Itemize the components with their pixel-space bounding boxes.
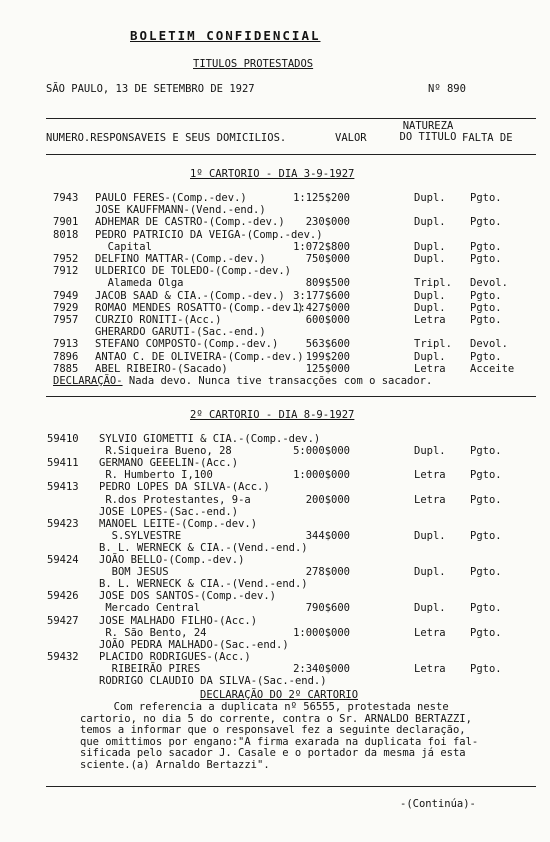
- entry-name: RODRIGO CLAUDIO DA SILVA-(Sac.-end.): [99, 675, 327, 687]
- table-row: [0, 253, 550, 265]
- table-row: [0, 433, 550, 445]
- table-row: [0, 615, 550, 627]
- entry-name: GHERARDO GARUTI-(Sac.-end.): [95, 326, 266, 339]
- entry-natureza: Dupl.: [414, 192, 446, 204]
- entry-name: MANOEL LEITE-(Comp.-dev.): [99, 517, 258, 530]
- entry-falta: Devol.: [470, 338, 508, 351]
- entry-valor: 230$000: [305, 216, 350, 229]
- entry-valor: 2:340$000: [293, 662, 350, 675]
- column-header-falta: FALTA DE: [462, 132, 513, 144]
- section2-heading: 2º CARTORIO - DIA 8-9-1927: [190, 409, 355, 421]
- table-row: [0, 314, 550, 326]
- section1-heading: 1º CARTORIO - DIA 3-9-1927: [190, 168, 355, 180]
- declaracao2-line: sciente.(a) Arnaldo Bertazzi".: [80, 758, 270, 771]
- entry-falta: Pgto.: [470, 253, 502, 265]
- entry-number: 59426: [47, 590, 79, 603]
- entry-name: R.dos Protestantes, 9-a: [99, 493, 251, 506]
- section-divider: [46, 396, 536, 397]
- footer-rule: [46, 786, 536, 787]
- header-rule-bottom: [46, 154, 536, 155]
- entry-number: 7912: [53, 265, 79, 278]
- entry-falta: Pgto.: [470, 529, 502, 542]
- entry-number: 7952: [53, 253, 79, 265]
- entry-valor: 750$000: [305, 253, 350, 265]
- entry-name: R. São Bento, 24: [99, 626, 207, 639]
- entry-name: B. L. WERNECK & CIA.-(Vend.-end.): [99, 541, 308, 554]
- declaracao2-line: sificada pelo sacador J. Casale e o portador da mesma já esta: [80, 747, 466, 759]
- entry-natureza: Letra: [414, 626, 446, 639]
- entry-number: 7896: [53, 350, 79, 363]
- entry-name: JOSE DOS SANTOS-(Comp.-dev.): [99, 590, 277, 603]
- entry-falta: Pgto.: [470, 192, 502, 204]
- column-header-numero: NUMERO.RESPONSAVEIS E SEUS DOMICILIOS.: [46, 132, 287, 144]
- entry-number: 59423: [47, 517, 79, 530]
- entry-falta: Pgto.: [470, 314, 502, 326]
- entry-falta: Pgto.: [470, 240, 502, 253]
- table-row: [0, 639, 550, 651]
- entry-valor: 563$600: [305, 338, 350, 351]
- table-row: [0, 204, 550, 216]
- entry-falta: Pgto.: [470, 469, 502, 482]
- entry-natureza: Dupl.: [414, 350, 446, 363]
- entry-number: 7885: [53, 362, 79, 375]
- entry-valor: 278$000: [305, 566, 350, 579]
- entry-name: BOM JESUS: [99, 566, 169, 579]
- table-row: [0, 675, 550, 687]
- table-row: [0, 229, 550, 241]
- entry-number: 7901: [53, 216, 79, 229]
- declaracao2-line: temos a informar que o responsavel fez a seguinte declaração,: [80, 724, 466, 736]
- table-row: [0, 590, 550, 602]
- entry-name: Capital: [95, 240, 152, 253]
- entry-name: B. L. WERNECK & CIA.-(Vend.-end.): [99, 578, 308, 591]
- declaracao-label: DECLARAÇÃO-: [53, 375, 123, 387]
- table-row: [0, 277, 550, 289]
- table-row: [0, 265, 550, 277]
- entry-falta: Devol.: [470, 277, 508, 290]
- continua-label: -(Continúa)-: [400, 798, 476, 810]
- section1-declaracao: [53, 375, 432, 387]
- entry-falta: Pgto.: [470, 626, 502, 639]
- entry-valor: 3:177$600: [293, 289, 350, 302]
- entry-number: 59424: [47, 554, 79, 566]
- entry-name: ADHEMAR DE CASTRO-(Comp.-dev.): [95, 216, 285, 229]
- entry-name: STEFANO COMPOSTO-(Comp.-dev.): [95, 338, 279, 351]
- entry-natureza: Dupl.: [414, 301, 446, 314]
- entry-natureza: Letra: [414, 662, 446, 675]
- table-row: [0, 338, 550, 350]
- entry-valor: 200$000: [305, 493, 350, 506]
- entry-natureza: Tripl.: [414, 277, 452, 290]
- table-row: [0, 192, 550, 204]
- entry-number: 59413: [47, 481, 79, 494]
- table-row: [0, 530, 550, 542]
- table-row: [0, 506, 550, 518]
- table-row: [0, 566, 550, 578]
- entry-falta: Pgto.: [470, 289, 502, 302]
- entry-valor: 1:125$200: [293, 192, 350, 204]
- table-row: [0, 542, 550, 554]
- column-header-valor: VALOR: [335, 132, 367, 144]
- entry-name: JOSE LOPES-(Sac.-end.): [99, 505, 239, 518]
- entry-name: SYLVIO GIOMETTI & CIA.-(Comp.-dev.): [99, 433, 321, 445]
- entry-natureza: Dupl.: [414, 216, 446, 229]
- place-date: SÃO PAULO, 13 DE SETEMBRO DE 1927: [46, 83, 255, 95]
- entry-number: 59411: [47, 457, 79, 470]
- table-row: [0, 290, 550, 302]
- entry-number: 7929: [53, 301, 79, 314]
- entry-valor: 600$000: [305, 314, 350, 326]
- table-row: [0, 241, 550, 253]
- table-row: [0, 663, 550, 675]
- entry-falta: Pgto.: [470, 301, 502, 314]
- entry-name: RIBEIRÃO PIRES: [99, 662, 201, 675]
- entry-falta: Pgto.: [470, 216, 502, 229]
- entry-number: 7949: [53, 289, 79, 302]
- entry-falta: Pgto.: [470, 350, 502, 363]
- entry-name: JOÃO BELLO-(Comp.-dev.): [99, 554, 245, 566]
- entry-natureza: Letra: [414, 362, 446, 375]
- table-row: [0, 216, 550, 228]
- entry-name: R.Siqueira Bueno, 28: [99, 445, 232, 458]
- declaracao2-line: que omittimos por engano:"A firma exarada na duplicata foi fal-: [80, 735, 479, 748]
- entry-number: 59427: [47, 614, 79, 627]
- entry-natureza: Dupl.: [414, 566, 446, 579]
- entry-name: ULDERICO DE TOLEDO-(Comp.-dev.): [95, 265, 291, 278]
- declaracao2-heading: DECLARAÇÃO DO 2º CARTORIO: [200, 689, 359, 701]
- entry-name: ANTAO C. DE OLIVEIRA-(Comp.-dev.): [95, 350, 304, 363]
- entry-name: JACOB SAAD & CIA.-(Comp.-dev.): [95, 289, 285, 302]
- entry-name: S.SYLVESTRE: [99, 529, 182, 542]
- entry-valor: 125$000: [305, 362, 350, 375]
- entry-falta: Acceite: [470, 362, 515, 375]
- entry-natureza: Letra: [414, 469, 446, 482]
- entry-name: Mercado Central: [99, 602, 201, 615]
- entry-natureza: Dupl.: [414, 529, 446, 542]
- table-row: [0, 445, 550, 457]
- entry-valor: 1:072$800: [293, 240, 350, 253]
- table-row: [0, 481, 550, 493]
- table-row: [0, 518, 550, 530]
- table-row: [0, 554, 550, 566]
- entry-natureza: Tripl.: [414, 338, 452, 351]
- entry-valor: 1:000$000: [293, 626, 350, 639]
- entry-number: 59410: [47, 433, 79, 445]
- entry-valor: 344$000: [305, 529, 350, 542]
- table-row: [0, 578, 550, 590]
- declaracao2-line: Com referencia a duplicata nº 56555, protestada neste: [82, 701, 449, 713]
- bulletin-number: Nº 890: [428, 83, 466, 95]
- entry-valor: 1:000$000: [293, 469, 350, 482]
- entry-name: PEDRO LOPES DA SILVA-(Acc.): [99, 481, 270, 494]
- table-row: [0, 627, 550, 639]
- entry-number: 8018: [53, 228, 79, 241]
- entry-number: 7943: [53, 192, 79, 204]
- entry-natureza: Dupl.: [414, 289, 446, 302]
- entry-name: ROMAO MENDES ROSATTO-(Comp.-dev.): [95, 301, 304, 314]
- entry-name: JOSE MALHADO FILHO-(Acc.): [99, 614, 258, 627]
- bulletin-title: BOLETIM CONFIDENCIAL: [130, 28, 321, 43]
- entry-falta: Pgto.: [470, 602, 502, 615]
- entry-natureza: Letra: [414, 493, 446, 506]
- entry-natureza: Dupl.: [414, 240, 446, 253]
- table-row: [0, 302, 550, 314]
- table-row: [0, 651, 550, 663]
- table-row: [0, 351, 550, 363]
- entry-name: JOSE KAUFFMANN-(Vend.-end.): [95, 204, 266, 217]
- entry-name: R. Humberto I,100: [99, 469, 213, 482]
- entry-falta: Pgto.: [470, 662, 502, 675]
- table-row: [0, 602, 550, 614]
- entry-name: GERMANO GEEELIN-(Acc.): [99, 457, 239, 470]
- entry-number: 7957: [53, 314, 79, 326]
- entry-falta: Pgto.: [470, 493, 502, 506]
- table-row: [0, 326, 550, 338]
- entry-name: Alameda Olga: [95, 277, 184, 290]
- table-row: [0, 469, 550, 481]
- entry-falta: Pgto.: [470, 566, 502, 579]
- entry-name: PLACIDO RODRIGUES-(Acc.): [99, 650, 251, 663]
- entry-name: PAULO FERES-(Comp.-dev.): [95, 192, 247, 204]
- entry-natureza: Letra: [414, 314, 446, 326]
- column-header-natureza: NATUREZA DO TITULO: [399, 120, 457, 143]
- entry-name: ABEL RIBEIRO-(Sacado): [95, 362, 228, 375]
- entry-name: PEDRO PATRICIO DA VEIGA-(Comp.-dev.): [95, 228, 323, 241]
- entry-natureza: Dupl.: [414, 253, 446, 265]
- bulletin-subtitle: TITULOS PROTESTADOS: [193, 58, 314, 70]
- entry-name: JOÃO PEDRA MALHADO-(Sac.-end.): [99, 638, 289, 651]
- table-row: [0, 494, 550, 506]
- entry-natureza: Dupl.: [414, 445, 446, 458]
- entry-valor: 1:427$000: [293, 301, 350, 314]
- entry-valor: 199$200: [305, 350, 350, 363]
- entry-falta: Pgto.: [470, 445, 502, 458]
- entry-number: 59432: [47, 650, 79, 663]
- declaracao-text: Nada devo. Nunca tive transacções com o sacador.: [122, 375, 433, 387]
- header-rule-top: [46, 118, 536, 119]
- entry-valor: 809$500: [305, 277, 350, 290]
- entry-valor: 5:000$000: [293, 445, 350, 458]
- table-row: [0, 363, 550, 375]
- entry-valor: 790$600: [305, 602, 350, 615]
- declaracao2-body: [82, 702, 522, 771]
- entry-number: 7913: [53, 338, 79, 351]
- entry-natureza: Dupl.: [414, 602, 446, 615]
- table-row: [0, 457, 550, 469]
- entry-name: CURZIO RONITI-(Acc.): [95, 314, 222, 326]
- declaracao2-line: cartorio, no dia 5 do corrente, contra o Sr. ARNALDO BERTAZZI,: [80, 712, 472, 725]
- entry-name: DELFINO MATTAR-(Comp.-dev.): [95, 253, 266, 265]
